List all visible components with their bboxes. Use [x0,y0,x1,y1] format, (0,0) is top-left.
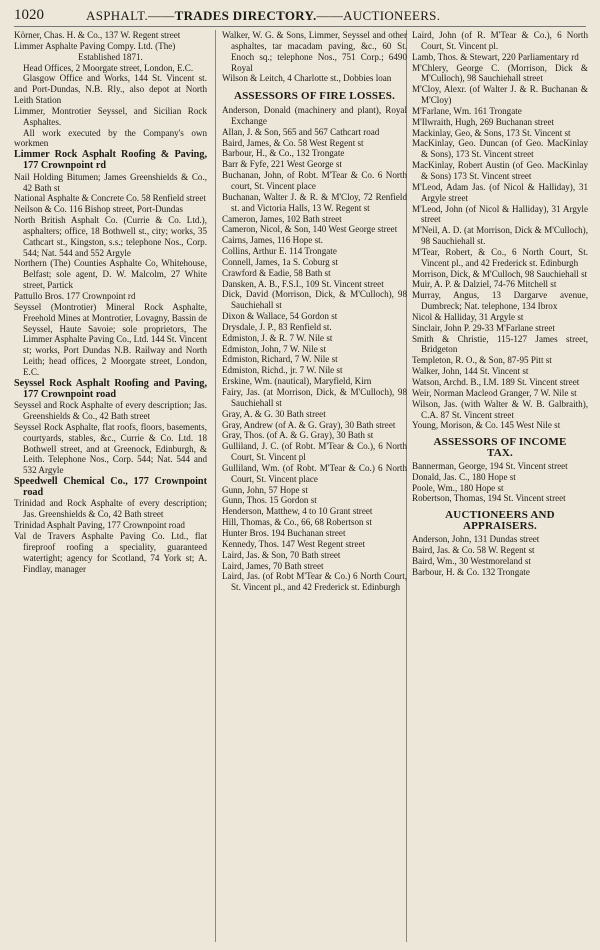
listing-entry: Drysdale, J. P., 83 Renfield st. [222,321,332,332]
listing-entry: Lamb, Thos. & Stewart, 220 Parliamentary rd [412,51,579,62]
listing-entry: Hunter Bros. 194 Buchanan street [222,527,346,538]
listing-entry: Wilson, Jas. (with Walter & W. B. Galbraith), C.A. 87 St. Vincent street [412,398,588,420]
running-head: ASPHALT.——TRADES DIRECTORY.——AUCTIONEERS. [86,8,441,23]
listing-entry: Muir, A. P. & Dalziel, 74-76 Mitchell st [412,279,557,290]
listing-entry: Baird, Jas. & Co. 58 W. Regent st [412,544,535,555]
listing-entry: Limmer, Montrotier Seyssel, and Sicilian Rock Asphaltes. [14,105,207,127]
bold-listing-entry: Seyssel Rock Asphalt Roofing and Paving, 177 Crownpoint road [14,377,207,400]
listing-entry: Gunn, Thos. 15 Gordon st [222,495,317,506]
listing-entry: M'Leod, Adam Jas. (of Nicol & Halliday), 31 Argyle street [412,181,588,203]
listing-entry: Walker, W. G. & Sons, Limmer, Seyssel and other asphaltes, tar macadam paving, &c., 60 St. Enoch sq.; telephone Nos., 751 Corp.; 6490 Royal [222,30,407,73]
listing-entry: Buchanan, Walter J. & R. & M'Cloy, 72 Renfield st. and Victoria Halls, 13 W. Regent st [222,191,407,213]
listing-entry: Head Offices, 2 Moorgate street, London, E.C. [23,62,194,73]
listing-entry: Gunn, John, 57 Hope st [222,484,308,495]
running-head-right: AUCTIONEERS. [343,8,441,23]
section-heading [222,91,407,102]
listing-entry: Laird, Jas. & Son, 70 Bath street [222,549,341,560]
listing-entry: Weir, Norman Macleod Granger, 7 W. Nile st [412,387,577,398]
listing-entry: Nicol & Halliday, 31 Argyle st [412,311,524,322]
column-3 [412,30,588,942]
listing-entry: Laird, James, 70 Bath street [222,560,324,571]
listing-entry: Bannerman, George, 194 St. Vincent street [412,460,568,471]
listing-entry: Established 1871. [78,51,143,62]
listing-entry: Cameron, James, 102 Bath street [222,213,342,224]
section-heading-line: ASSESSORS OF INCOME [433,436,567,449]
listing-entry: Crawford & Eadie, 58 Bath st [222,267,331,278]
listing-entry: Cameron, Nicol, & Son, 140 West George street [222,224,398,235]
listing-entry: Wilson & Leitch, 4 Charlotte st., Dobbies loan [222,73,392,84]
listing-entry: Fairy, Jas. (at Morrison, Dick, & M'Culloch), 98 Sauchiehall st [222,387,407,408]
listing-entry: Barbour, H. & Co. 132 Trongate [412,566,530,577]
listing-entry: Gray, Thos. (of A. & G. Gray), 30 Bath st [222,430,374,441]
listing-entry: M'Chlery, George C. (Morrison, Dick & M'Culloch), 98 Sauchiehall street [412,62,588,84]
listing-entry: Glasgow Office and Works, 144 St. Vincent st. and Port-Dundas, N.B. Rly., also depot at North Leith Station [14,73,207,106]
section-heading [412,437,588,459]
listing-entry: Allan, J. & Son, 565 and 567 Cathcart road [222,126,380,137]
listing-entry: Gray, A. & G. 30 Bath street [222,408,326,419]
listing-entry: Laird, John (of R. M'Tear & Co.), 6 North Court, St. Vincent pl. [412,30,588,51]
listing-entry: Seyssel Rock Asphalte, flat roofs, floors, basements, courtyards, stables, &c., Currie & Co. Ltd. 18 Bothwell street, and at Greenock, Edinburgh, & Leith. Telephone Nos., Corp. 544; Nat. 544 and 532 Argyle [14,421,207,476]
listing-entry: Robertson, Thomas, 194 St. Vincent street [412,493,566,504]
listing-entry: M'Tear, Robert, & Co., 6 North Court, St. Vincent pl., and 42 Frederick st. Edinburgh [412,246,588,268]
listing-entry: Val de Travers Asphalte Paving Co. Ltd., flat fireproof roofing a speciality, guaranteed watertight; agency for Scotland, 74 York st; A. Findlay, manager [14,530,207,574]
column-1 [14,30,207,942]
listing-entry: Anderson, Donald (machinery and plant), Royal Exchange [222,105,407,126]
listing-entry: Sinclair, John P. 29-33 M'Farlane street [412,322,555,333]
listing-entry: Northern (The) Counties Asphalte Co, Whitehouse, Belfast; sole agent, D. W. Malcolm, 27 White street, Partick [14,258,207,291]
listing-entry: National Asphalte & Concrete Co. 58 Renfield street [14,193,206,204]
listing-entry: Trinidad and Rock Asphalte of every description; Jas. Greenshields & Co, 42 Bath street [14,498,207,520]
listing-entry: Seyssel (Montrotier) Mineral Rock Asphalte, Freehold Mines at Montrotier, Lovagny, Bassin de Seyssel, Haute Savoie; sole proprietors, The Limmer Asphalte Paving Co., Ltd. 144 St. Vincent st; works, Port Dundas N.B. Railway and North Leith; head offices, 2 Moorgate street, London, E.C. [14,301,207,377]
listing-entry: M'Farlane, Wm. 161 Trongate [412,105,522,116]
listing-entry: Hill, Thomas, & Co., 66, 68 Robertson st [222,517,372,528]
listing-entry: Smith & Christie, 115-127 James street, Bridgeton [412,333,588,355]
listing-entry: Young, Morison, & Co. 145 West Nile st [412,420,561,431]
page-header [14,6,586,27]
listing-entry: Murray, Angus, 13 Dargarve avenue, Dumbreck; Nat. telephone, 134 Ibrox [412,290,588,312]
listing-entry: Edmiston, J. & R. 7 W. Nile st [222,332,333,343]
listing-entry: Donald, Jas. C., 180 Hope st [412,471,516,482]
listing-entry: All work executed by the Company's own workmen [14,127,207,149]
page-number: 1020 [14,7,44,23]
listing-entry: Barr & Fyfe, 221 West George st [222,159,342,170]
listing-entry: North British Asphalt Co. (Currie & Co. Ltd.), asphalters; office, 18 Bothwell st., city; works, 35 Cathcart st., Kingston, s.s.; telephone Nos., Corp. 544; Nat. 544 and 552 Argyle [14,215,207,258]
listing-entry: Buchanan, John, of Robt. M'Tear & Co. 6 North court, St. Vincent place [222,170,407,191]
listing-entry: Pattullo Bros. 177 Crownpoint rd [14,290,136,301]
listing-entry: Dansken, A. B., F.S.I., 109 St. Vincent street [222,278,384,289]
listing-entry: M'Leod, John (of Nicol & Halliday), 31 Argyle street [412,203,588,225]
listing-entry: Connell, James, 1a S. Coburg st [222,256,339,267]
listing-entry: Henderson, Matthew, 4 to 10 Grant street [222,506,373,517]
listing-entry: Templeton, R. O., & Son, 87-95 Pitt st [412,355,552,366]
section-heading-line: AUCTIONEERS AND [445,509,555,522]
listing-entry: Neilson & Co. 116 Bishop street, Port-Dundas [14,204,183,215]
bold-listing-entry: Speedwell Chemical Co., 177 Crownpoint road [14,476,207,499]
listing-entry: Dick, David (Morrison, Dick, & M'Culloch), 98 Sauchiehall st [222,289,407,311]
bold-listing-entry: Limmer Rock Asphalt Roofing & Paving, 177 Crownpoint rd [14,149,207,172]
listing-entry: Gulliland, J. C. (of Robt. M'Tear & Co.), 6 North Court, St. Vincent pl [222,441,407,463]
listing-entry: Cairns, James, 116 Hope st. [222,235,323,246]
listing-entry: Laird, Jas. (of Robt M'Tear & Co.) 6 North Court, St. Vincent pl., and 42 Frederick st. Edinburgh [222,571,407,593]
section-heading-line: TAX. [487,447,513,460]
listing-entry: Seyssel and Rock Asphalte of every description; Jas. Greenshields & Co., 42 Bath street [14,400,207,421]
running-head-center: TRADES DIRECTORY. [174,8,317,23]
listing-entry: MacKinlay, Geo. Duncan (of Geo. MacKinlay & Sons), 173 St. Vincent street [412,138,588,160]
listing-entry: Watson, Archd. B., I.M. 189 St. Vincent street [412,377,580,387]
listing-entry: Edmiston, Richd., jr. 7 W. Nile st [222,365,343,376]
listing-entry: Edmiston, John, 7 W. Nile st [222,343,327,354]
listing-entry: Limmer Asphalte Paving Compy. Ltd. (The) [14,40,176,51]
section-heading [412,510,588,532]
section-heading-line: ASSESSORS OF FIRE LOSSES. [233,90,396,103]
listing-entry: Baird, James, & Co. 58 West Regent st [222,137,364,148]
listing-entry: Gulliland, Wm. (of Robt. M'Tear & Co.) 6 North Court, St. Vincent place [222,462,407,484]
listing-entry: M'Cloy, Alexr. (of Walter J. & R. Buchanan & M'Cloy) [412,84,588,106]
listing-entry: Walker, John, 144 St. Vincent st [412,366,529,377]
listing-entry: Kennedy, Thos. 147 West Regent street [222,538,366,549]
column-divider [215,30,216,942]
listing-entry: Poole, Wm., 180 Hope st [412,482,504,493]
listing-entry: MacKinlay, Robert Austin (of Geo. MacKinlay & Sons) 173 St. Vincent street [412,160,588,181]
listing-entry: Anderson, John, 131 Dundas street [412,533,540,544]
listing-entry: Edmiston, Richard, 7 W. Nile st [222,354,338,365]
listing-entry: M'Ilwraith, Hugh, 269 Buchanan street [412,116,555,127]
column-2 [222,30,407,942]
running-head-left: ASPHALT. [86,8,148,23]
section-heading-line: APPRAISERS. [462,520,538,533]
listing-entry: Collins, Arthur E. 114 Trongate [222,246,337,257]
listing-entry: Trinidad Asphalt Paving, 177 Crownpoint road [14,520,185,531]
listing-entry: Mackinlay, Geo, & Sons, 173 St. Vincent st [412,127,571,138]
listing-entry: Körner, Chas. H. & Co., 137 W. Regent street [14,30,181,40]
listing-entry: M'Neil, A. D. (at Morrison, Dick & M'Culloch), 98 Sauchiehall st. [412,225,588,247]
listing-entry: Nail Holding Bitumen; James Greenshields & Co., 42 Bath st [14,171,207,193]
listing-entry: Morrison, Dick, & M'Culloch, 98 Sauchiehall st [412,268,588,279]
listing-entry: Dixon & Wallace, 54 Gordon st [222,311,338,322]
listing-entry: Barbour, H., & Co., 132 Trongate [222,148,345,159]
listing-entry: Gray, Andrew (of A. & G. Gray), 30 Bath street [222,419,396,430]
listing-entry: Baird, Wm., 30 Westmoreland st [412,555,531,566]
listing-entry: Erskine, Wm. (nautical), Maryfield, Kirn [222,376,372,387]
